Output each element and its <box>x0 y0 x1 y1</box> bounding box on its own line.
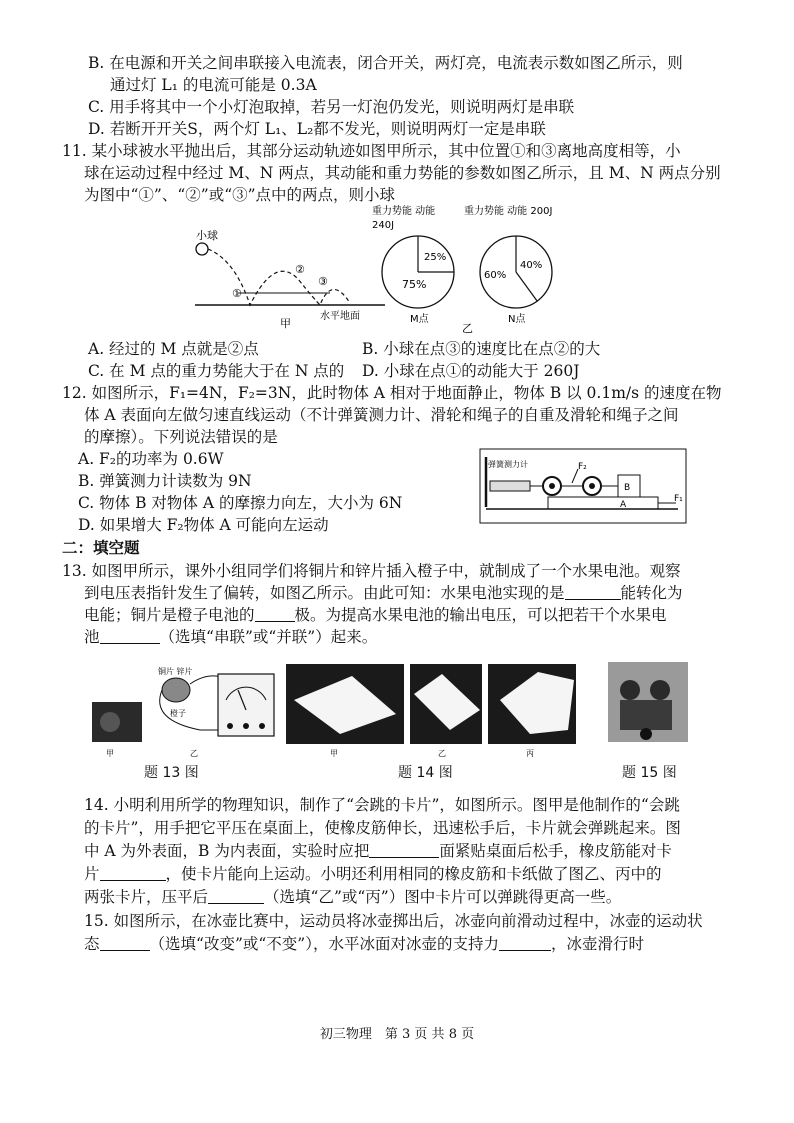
block-a-label: A <box>620 500 627 510</box>
f1-label: F₁ <box>674 494 683 504</box>
caption-fig-13: 题 13 图 <box>144 765 199 781</box>
q13-line2-part1: 到电压表指针发生了偏转，如图乙所示。由此可知：水果电池实现的是 <box>84 584 565 602</box>
players-body <box>620 700 672 730</box>
q13-stem-line4 <box>84 626 377 648</box>
q11-option-a: A. 经过的 M 点就是②点 <box>88 340 259 358</box>
q12-option-c: C. 物体 B 对物体 A 的摩擦力向左，大小为 6N <box>78 494 403 512</box>
q13-copper-zinc-label: 铜片 锌片 <box>158 667 193 676</box>
orange-icon <box>100 712 120 732</box>
ball-label: 小球 <box>196 229 218 242</box>
q14-line5-part2: （选填“乙”或“丙”）图中卡片可以弹跳得更高一些。 <box>264 888 622 906</box>
player-2 <box>650 680 670 700</box>
block-a <box>548 497 658 509</box>
f2-label: F₂ <box>578 462 587 472</box>
q11-stem-line1: 11. 某小球被水平抛出后，其部分运动轨迹如图甲所示，其中位置①和③离地高度相等，小 <box>62 142 681 160</box>
q12-stem-line2: 体 A 表面向左做匀速直线运动（不计弹簧测力计、滑轮和绳子的自重及滑轮和绳子之间 <box>84 406 679 424</box>
figures-row <box>90 660 690 760</box>
q14-blank-3[interactable] <box>208 887 264 904</box>
pulley-right-axle <box>589 483 595 489</box>
spring-meter-label: 弹簧测力计 <box>488 460 528 469</box>
q12-option-a: A. F₂的功率为 0.6W <box>78 450 224 468</box>
q14-line4-part1: 片 <box>84 865 100 883</box>
q13-orange-label: 橙子 <box>170 709 186 718</box>
q12-pulley-figure <box>478 445 688 527</box>
q11-energy-pies <box>370 200 560 335</box>
terminal-2 <box>243 723 249 729</box>
q13-blank-3[interactable] <box>100 627 160 644</box>
trajectory-path <box>208 249 350 305</box>
q10-option-c: C. 用手将其中一个小灯泡取掉，若另一灯泡仍发光，则说明两灯是串联 <box>88 98 575 116</box>
q12-stem-line3: 的摩擦）。下列说法错误的是 <box>84 428 278 446</box>
q15-blank-1[interactable] <box>100 934 150 951</box>
q15-stem-line1: 15. 如图所示，在冰壶比赛中，运动员将冰壶掷出后，冰壶向前滑动过程中，冰壶的运动状 <box>84 912 703 930</box>
terminal-1 <box>227 723 233 729</box>
q13-line4-part2: （选填“串联”或“并联”）起来。 <box>159 628 378 646</box>
q14-yi-label: 乙 <box>438 749 446 758</box>
q12-option-b: B. 弹簧测力计读数为 9N <box>78 472 252 490</box>
q12-stem-line1: 12. 如图所示，F₁=4N，F₂=3N，此时物体 A 相对于地面静止，物体 B 以 0.1m/s 的速度在物 <box>62 384 722 402</box>
caption-fig-14: 题 14 图 <box>398 765 453 781</box>
q14-line3-part2: 面紧贴桌面后松手，橡皮筋能对卡 <box>439 842 672 860</box>
q11-option-c: C. 在 M 点的重力势能大于在 N 点的 <box>88 362 345 380</box>
q13-yi-label: 乙 <box>190 749 198 758</box>
q11-option-d: D. 小球在点①的动能大于 260J <box>362 362 580 380</box>
q10-option-b-line2: 通过灯 L₁ 的电流可能是 0.3A <box>110 76 317 94</box>
q13-stem-line3 <box>84 604 667 626</box>
q13-line3-part2: 极。为提高水果电池的输出电压，可以把若干个水果电 <box>294 606 667 624</box>
q14-jia-label: 甲 <box>330 749 338 758</box>
point-2: ② <box>295 263 305 276</box>
q14-stem-line4 <box>84 863 662 885</box>
pie-m-legend: 重力势能 动能 <box>372 206 436 217</box>
q13-line2-part2: 能转化为 <box>620 584 683 602</box>
q13-stem-line2 <box>84 582 683 604</box>
pie-m-name: M点 <box>410 314 429 325</box>
q10-option-d: D. 若断开开关S，两个灯 L₁、L₂都不发光，则说明两灯一定是串联 <box>88 120 546 138</box>
orange-battery-icon <box>162 678 190 702</box>
q12-option-d: D. 如果增大 F₂物体 A 可能向左运动 <box>78 516 329 534</box>
q14-stem-line5 <box>84 886 621 908</box>
caption-fig-15: 题 15 图 <box>622 765 677 781</box>
q13-blank-1[interactable] <box>565 583 621 600</box>
q14-stem-line2: 的卡片”，用手把它平压在桌面上，使橡皮筋伸长，迅速松手后，卡片就会弹跳起来。图 <box>84 819 681 837</box>
pulley-left-axle <box>549 483 555 489</box>
q15-line2-part1: 态 <box>84 935 100 953</box>
block-b-label: B <box>624 483 631 493</box>
player-1 <box>620 680 640 700</box>
terminal-3 <box>259 723 265 729</box>
pie-n-left-pct: 60% <box>484 270 507 281</box>
spring-meter <box>490 481 530 491</box>
q11-trajectory-figure <box>180 215 395 335</box>
pie-n-name: N点 <box>508 314 526 325</box>
q15-line2-part3: ，冰壶滑行时 <box>550 935 644 953</box>
q14-line5-part1: 两张卡片，压平后 <box>84 888 209 906</box>
q15-line2-part2: （选填“改变”或“不变”），水平冰面对冰壶的支持力 <box>149 935 499 953</box>
q13-blank-2[interactable] <box>255 605 295 622</box>
pie-n-right-pct: 40% <box>520 260 543 271</box>
q13-jia-label: 甲 <box>106 749 114 758</box>
q10-option-b-line1: B. 在电源和开关之间串联接入电流表，闭合开关，两灯亮，电流表示数如图乙所示，则 <box>88 54 683 72</box>
q14-blank-1[interactable] <box>369 841 439 858</box>
ground-label: 水平地面 <box>320 311 360 322</box>
q14-blank-2[interactable] <box>100 864 166 881</box>
page-footer: 初三物理 第 3 页 共 8 页 <box>319 1027 475 1042</box>
pie-n-radius-split <box>516 272 537 301</box>
q11-stem-line2: 球在运动过程中经过 M、N 两点，其动能和重力势能的参数如图乙所示，且 M、N 两点分别 <box>84 164 721 182</box>
q13-line3-part1: 电能；铜片是橙子电池的 <box>84 606 255 624</box>
q14-stem-line3 <box>84 840 672 862</box>
pie-n-legend: 重力势能 动能 200J <box>464 206 553 217</box>
section-fill-blank-title: 二：填空题 <box>62 539 140 557</box>
point-1: ① <box>232 287 242 300</box>
fig-jia-caption: 甲 <box>280 317 291 330</box>
q11-option-b: B. 小球在点③的速度比在点②的大 <box>362 340 601 358</box>
q14-line4-part2: ，使卡片能向上运动。小明还利用相同的橡皮筋和卡纸做了图乙、丙中的 <box>165 865 662 883</box>
pie-m-small-pct: 25% <box>424 252 447 263</box>
ball-icon <box>196 243 208 255</box>
q13-line4-part1: 池 <box>84 628 100 646</box>
q14-line3-part1: 中 A 为外表面，B 为内表面，实验时应把 <box>84 842 370 860</box>
q15-stem-line2 <box>84 933 644 955</box>
q15-blank-2[interactable] <box>499 934 551 951</box>
q11-stem-line3: 为图中“①”、“②”或“③”点中的两点，则小球 <box>84 186 396 204</box>
pie-m-energy: 240J <box>372 220 395 231</box>
q14-bing-label: 丙 <box>526 749 534 758</box>
q14-stem-line1: 14. 小明利用所学的物理知识，制作了“会跳的卡片”，如图所示。图甲是他制作的“会跳 <box>84 796 680 814</box>
point-3: ③ <box>318 275 328 288</box>
q13-stem-line1: 13. 如图甲所示，课外小组同学们将铜片和锌片插入橙子中，就制成了一个水果电池。观察 <box>62 562 681 580</box>
curling-stone-icon <box>640 728 652 740</box>
fig-yi-caption: 乙 <box>462 322 473 335</box>
pie-m-large-pct: 75% <box>402 278 427 291</box>
